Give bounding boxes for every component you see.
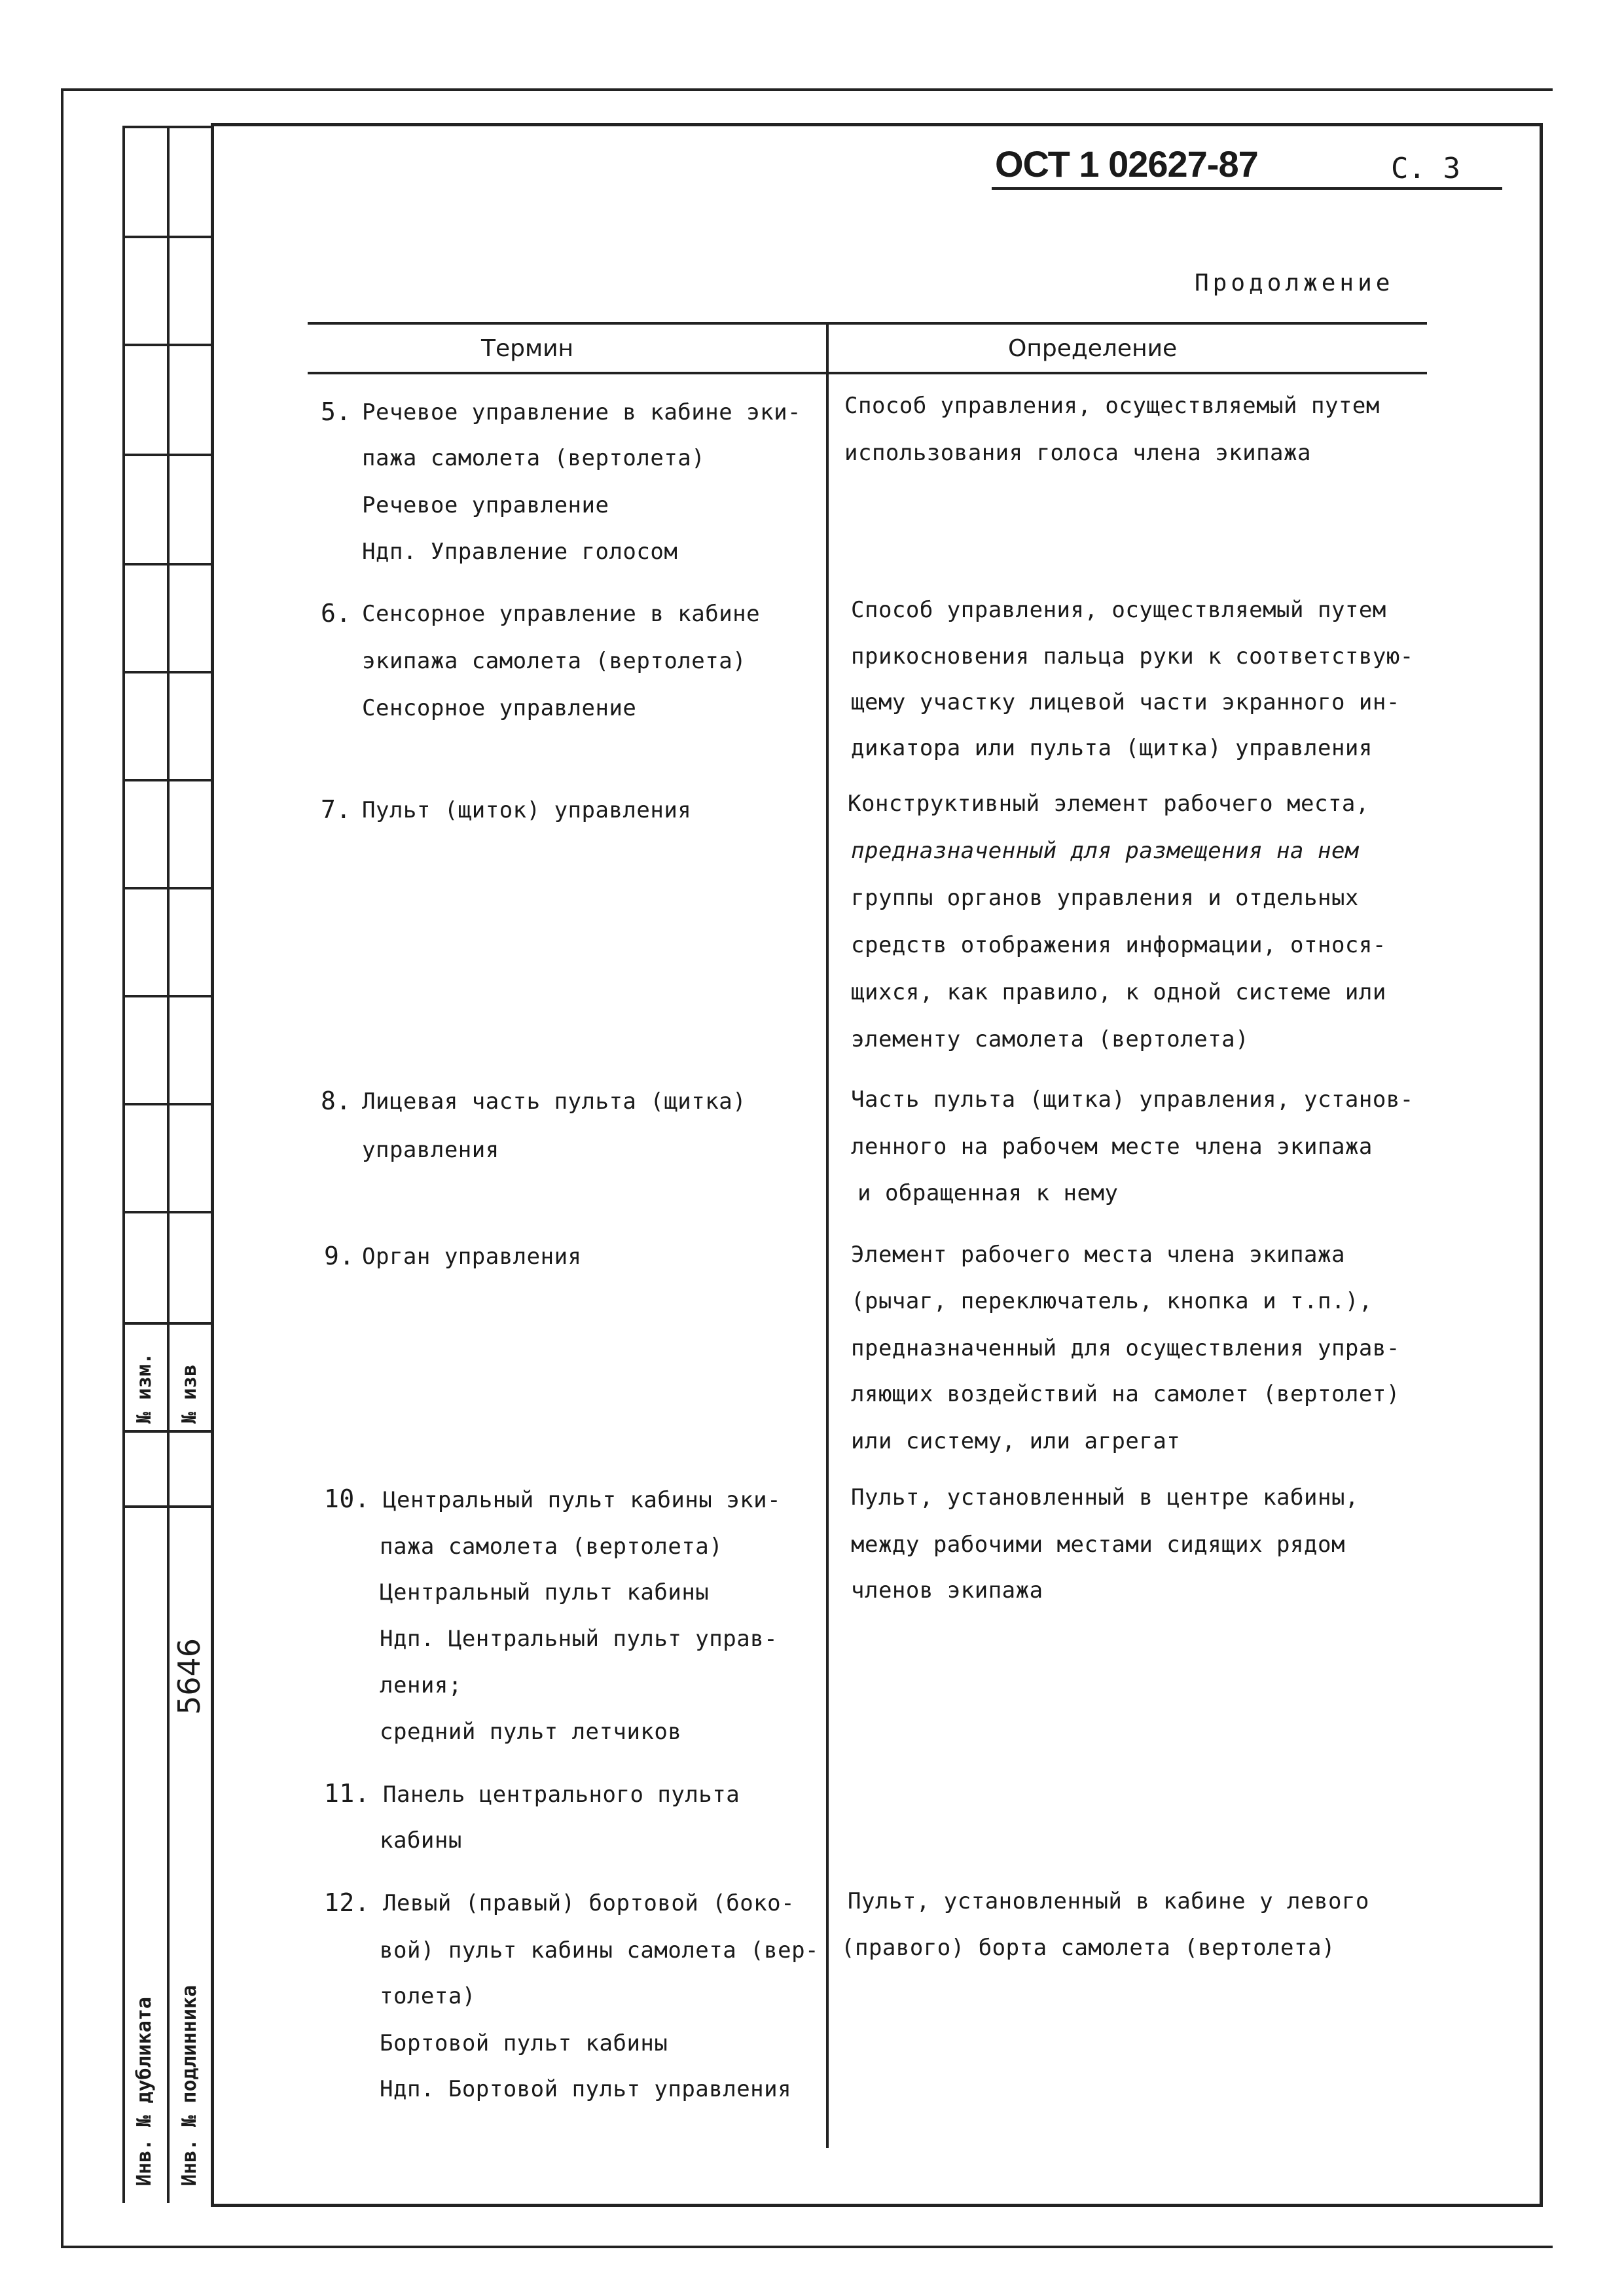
definition-line: предназначенный для осуществления управ-	[851, 1335, 1400, 1361]
definition-line: Пульт, установленный в кабине у левого	[848, 1888, 1369, 1914]
definition-line: или систему, или агрегат	[851, 1428, 1181, 1454]
term-column-header: Термин	[481, 335, 574, 362]
strip-divider-inner	[167, 126, 170, 2203]
strip-rule	[122, 1103, 212, 1105]
term-line: Лицевая часть пульта (щитка)	[362, 1088, 747, 1115]
strip-rule	[122, 671, 212, 673]
strip-rule	[122, 454, 212, 456]
definition-line: Пульт, установленный в центре кабины,	[851, 1484, 1359, 1511]
continuation-label: Продолжение	[1195, 270, 1394, 296]
duplicate-inv-label: Инв. № дубликата	[133, 1997, 156, 2186]
strip-rule	[122, 1322, 212, 1325]
term-line: Речевое управление в кабине эки-	[362, 399, 802, 425]
definition-column-header: Определение	[1008, 335, 1178, 362]
term-line: средний пульт летчиков	[380, 1719, 682, 1745]
term-line: пажа самолета (вертолета)	[380, 1534, 723, 1560]
table-column-divider	[826, 322, 829, 2148]
table-header-rule	[308, 372, 1427, 374]
strip-rule	[122, 779, 212, 781]
change-no-label: № изм.	[133, 1352, 156, 1424]
term-line: Речевое управление	[362, 492, 609, 518]
term-number: 7.	[321, 795, 352, 824]
term-number: 11.	[324, 1779, 370, 1808]
strip-rule	[122, 344, 212, 346]
notice-no-label: № изв	[178, 1364, 201, 1424]
strip-rule	[122, 1430, 212, 1433]
page-number: С. 3	[1391, 152, 1460, 185]
definition-line: предназначенный для размещения на нем	[851, 838, 1359, 864]
definition-line: ляющих воздействий на самолет (вертолет)	[851, 1381, 1400, 1407]
definition-line: ленного на рабочем месте члена экипажа	[851, 1134, 1373, 1160]
term-line: толета)	[380, 1983, 476, 2009]
strip-rule	[122, 563, 212, 565]
definition-line: Элемент рабочего места члена экипажа	[851, 1242, 1345, 1268]
strip-rule	[122, 236, 212, 238]
term-line: Центральный пульт кабины эки-	[383, 1487, 782, 1513]
strip-rule	[122, 126, 212, 128]
term-line: Сенсорное управление	[362, 695, 637, 721]
definition-line: дикатора или пульта (щитка) управления	[851, 735, 1373, 761]
term-number: 10.	[324, 1484, 370, 1513]
term-line: Ндп. Управление голосом	[362, 539, 678, 565]
strip-rule	[122, 995, 212, 997]
definition-line: Способ управления, осуществляемый путем	[851, 597, 1386, 623]
definition-line: Способ управления, осуществляемый путем	[844, 393, 1380, 419]
definition-line: средств отображения информации, относя-	[851, 932, 1386, 958]
definition-line: (рычаг, переключатель, кнопка и т.п.),	[851, 1288, 1373, 1314]
strip-rule	[122, 1211, 212, 1213]
header-rule	[992, 187, 1502, 190]
original-inv-label: Инв. № подлинника	[178, 1984, 201, 2186]
term-line: экипажа самолета (вертолета)	[362, 648, 747, 674]
definition-line: (правого) борта самолета (вертолета)	[841, 1935, 1335, 1961]
term-line: кабины	[380, 1827, 462, 1854]
term-number: 6.	[321, 599, 352, 628]
term-line: Ндп. Бортовой пульт управления	[380, 2076, 792, 2102]
definition-line: прикосновения пальца руки к соответствую-	[851, 643, 1414, 670]
term-line: Сенсорное управление в кабине	[362, 601, 761, 627]
definition-line: Конструктивный элемент рабочего места,	[848, 791, 1369, 817]
term-line: Левый (правый) бортовой (боко-	[383, 1890, 795, 1916]
term-line: пажа самолета (вертолета)	[362, 445, 706, 471]
term-line: Пульт (щиток) управления	[362, 797, 692, 823]
term-number: 12.	[324, 1888, 370, 1917]
term-line: вой) пульт кабины самолета (вер-	[380, 1937, 820, 1964]
term-line: управления	[362, 1137, 499, 1163]
strip-divider-outer	[122, 126, 125, 2203]
strip-rule	[122, 1505, 212, 1508]
term-line: Ндп. Центральный пульт управ-	[380, 1626, 778, 1652]
definition-line: использования голоса члена экипажа	[844, 440, 1311, 466]
definition-line: группы органов управления и отдельных	[851, 885, 1359, 911]
original-inv-value: 5646	[171, 1638, 207, 1715]
term-line: Бортовой пульт кабины	[380, 2030, 668, 2056]
term-number: 8.	[321, 1086, 352, 1115]
strip-rule	[122, 887, 212, 889]
definition-line: элементу самолета (вертолета)	[851, 1026, 1250, 1052]
definition-line: и обращенная к нему	[857, 1180, 1119, 1206]
definition-line: щему участку лицевой части экранного ин-	[851, 689, 1400, 715]
definition-line: между рабочими местами сидящих рядом	[851, 1532, 1345, 1558]
term-line: Панель центрального пульта	[383, 1782, 740, 1808]
document-code: ОСТ 1 02627-87	[995, 143, 1258, 185]
term-number: 9.	[324, 1242, 355, 1270]
term-line: ления;	[380, 1672, 462, 1698]
term-number: 5.	[321, 397, 352, 426]
definition-line: Часть пульта (щитка) управления, установ-	[851, 1086, 1414, 1113]
table-top-rule	[308, 322, 1427, 325]
definition-line: щихся, как правило, к одной системе или	[851, 979, 1386, 1005]
term-line: Орган управления	[362, 1244, 582, 1270]
term-line: Центральный пульт кабины	[380, 1579, 710, 1605]
definition-line: членов экипажа	[851, 1577, 1043, 1604]
